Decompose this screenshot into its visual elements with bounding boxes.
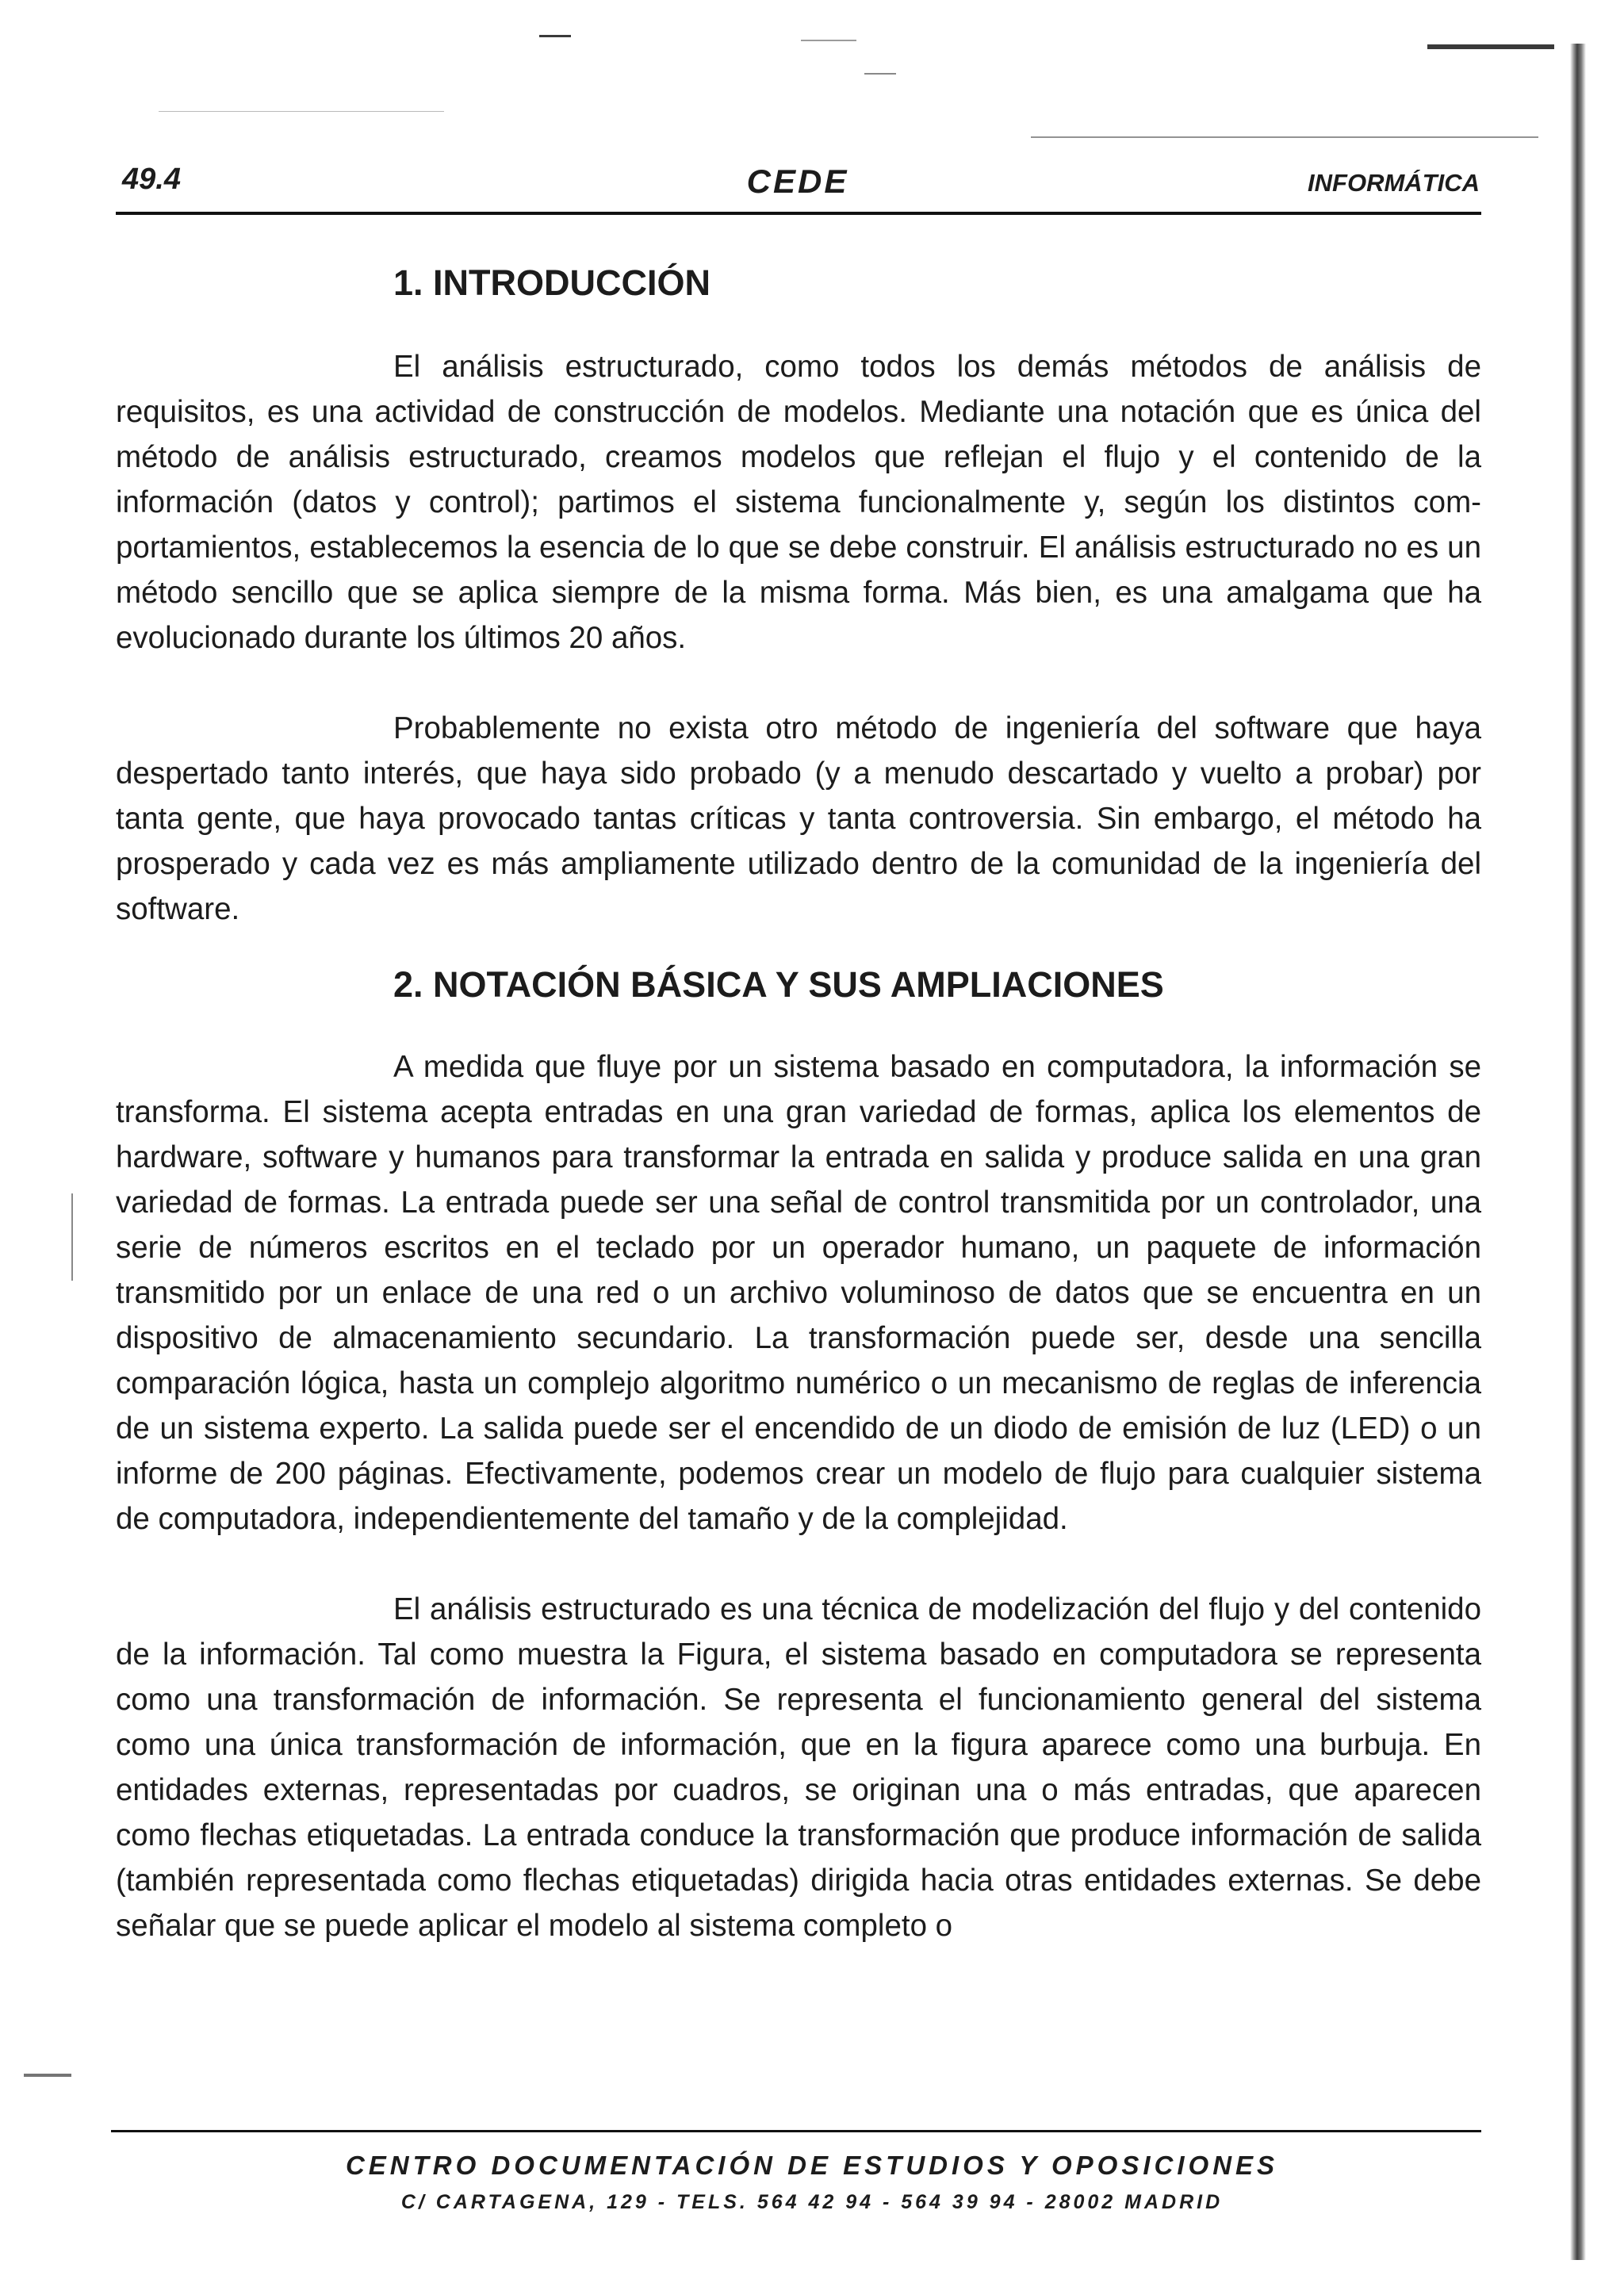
footer-organization: CENTRO DOCUMENTACIÓN DE ESTUDIOS Y OPOSICIONES	[345, 2151, 1279, 2180]
scan-artifact-top-5	[159, 111, 444, 112]
scan-artifact-top-4	[1031, 136, 1538, 138]
scan-artifact-top-1	[539, 35, 571, 37]
paragraph-intro-1: El análisis estructurado, como todos los demás métodos de análisis de requisitos, es una actividad de construcción de modelos. Mediante una notación que es única del método de análisis estructurado, creamos modelos que reflejan el flujo y el contenido de la información (datos y control); partimos el sistema funcionalmente y, según los distintos comportamientos, establecemos la esencia de lo que se debe construir. El análisis estructurado no es un método sencillo que se aplica siempre de la misma forma. Más bien, es una amalgama que ha evolucionado durante los últimos 20 años.	[116, 350, 1481, 655]
page-number: 49.4	[122, 163, 181, 196]
publisher-name: CEDE	[746, 163, 849, 200]
paragraph-notacion-1: A medida que fluye por un sistema basado en computadora, la información se transforma. El sistema acepta entradas en una gran variedad de formas, aplica los elementos de hardware, software y humanos para transformar la entrada en salida y produce salida en una gran variedad de formas. La entrada puede ser una señal de control transmitida por un controlador, una serie de números escritos en el teclado por un operador humano, un paquete de información transmitido por un enlace de una red o un archivo voluminoso de datos que se encuentra en un dispositivo de almacenamiento secundario. La transformación puede ser, desde una sencilla comparación lógica, hasta un complejo algoritmo numérico o un mecanismo de reglas de inferencia de un sistema experto. La salida puede ser el encendido de un diodo de emisión de luz (LED) o un informe de 200 páginas. Efectivamente, podemos crear un modelo de flujo para cualquier sistema de computadora, independientemente del tamaño y de la complejidad.	[116, 1050, 1481, 1536]
footer-address: C/ CARTAGENA, 129 - TELS. 564 42 94 - 564 39 94 - 28002 MADRID	[400, 2191, 1224, 2213]
footer-rule	[111, 2130, 1481, 2132]
scan-artifact-corner	[1427, 44, 1554, 49]
paragraph-notacion-2: El análisis estructurado es una técnica de modelización del flujo y del contenido de la información. Tal como muestra la Figura, el sistema basado en computadora se representa como una transformación de información. Se representa el funcionamiento general del sistema como una única transformación de información, que en la figura aparece como una burbuja. En entidades externas, representadas por cuadros, se originan una o más entradas, que aparecen como flechas etiquetadas. La entrada conduce la transformación que produce información de salida (también representada como flechas etiquetadas) dirigida hacia otras entidades externas. Se debe señalar que se puede aplicar el modelo al sistema completo o	[116, 1592, 1481, 1943]
subject-label: INFORMÁTICA	[1308, 169, 1480, 197]
header-rule	[116, 212, 1481, 215]
paragraph-intro-2: Probablemente no exista otro método de ingeniería del software que haya despertado tanto interés, que haya sido probado (y a menudo descartado y vuelto a probar) por tanta gente, que haya provocado tantas críticas y tanta controversia. Sin embargo, el método ha prosperado y cada vez es más ampliamente utilizado dentro de la comunidad de la ingeniería del software.	[116, 711, 1481, 926]
scan-artifact-left-2	[24, 2074, 71, 2077]
scan-artifact-left-1	[71, 1193, 73, 1281]
page-header	[116, 163, 1480, 218]
scan-artifact-top-3	[864, 73, 896, 75]
page-edge-shadow	[1570, 44, 1586, 2260]
section-title-notacion: 2. NOTACIÓN BÁSICA Y SUS AMPLIACIONES	[393, 964, 1164, 1005]
page-body	[116, 262, 1481, 1948]
section-title-introduccion: 1. INTRODUCCIÓN	[393, 262, 711, 303]
scan-artifact-top-2	[801, 40, 856, 41]
